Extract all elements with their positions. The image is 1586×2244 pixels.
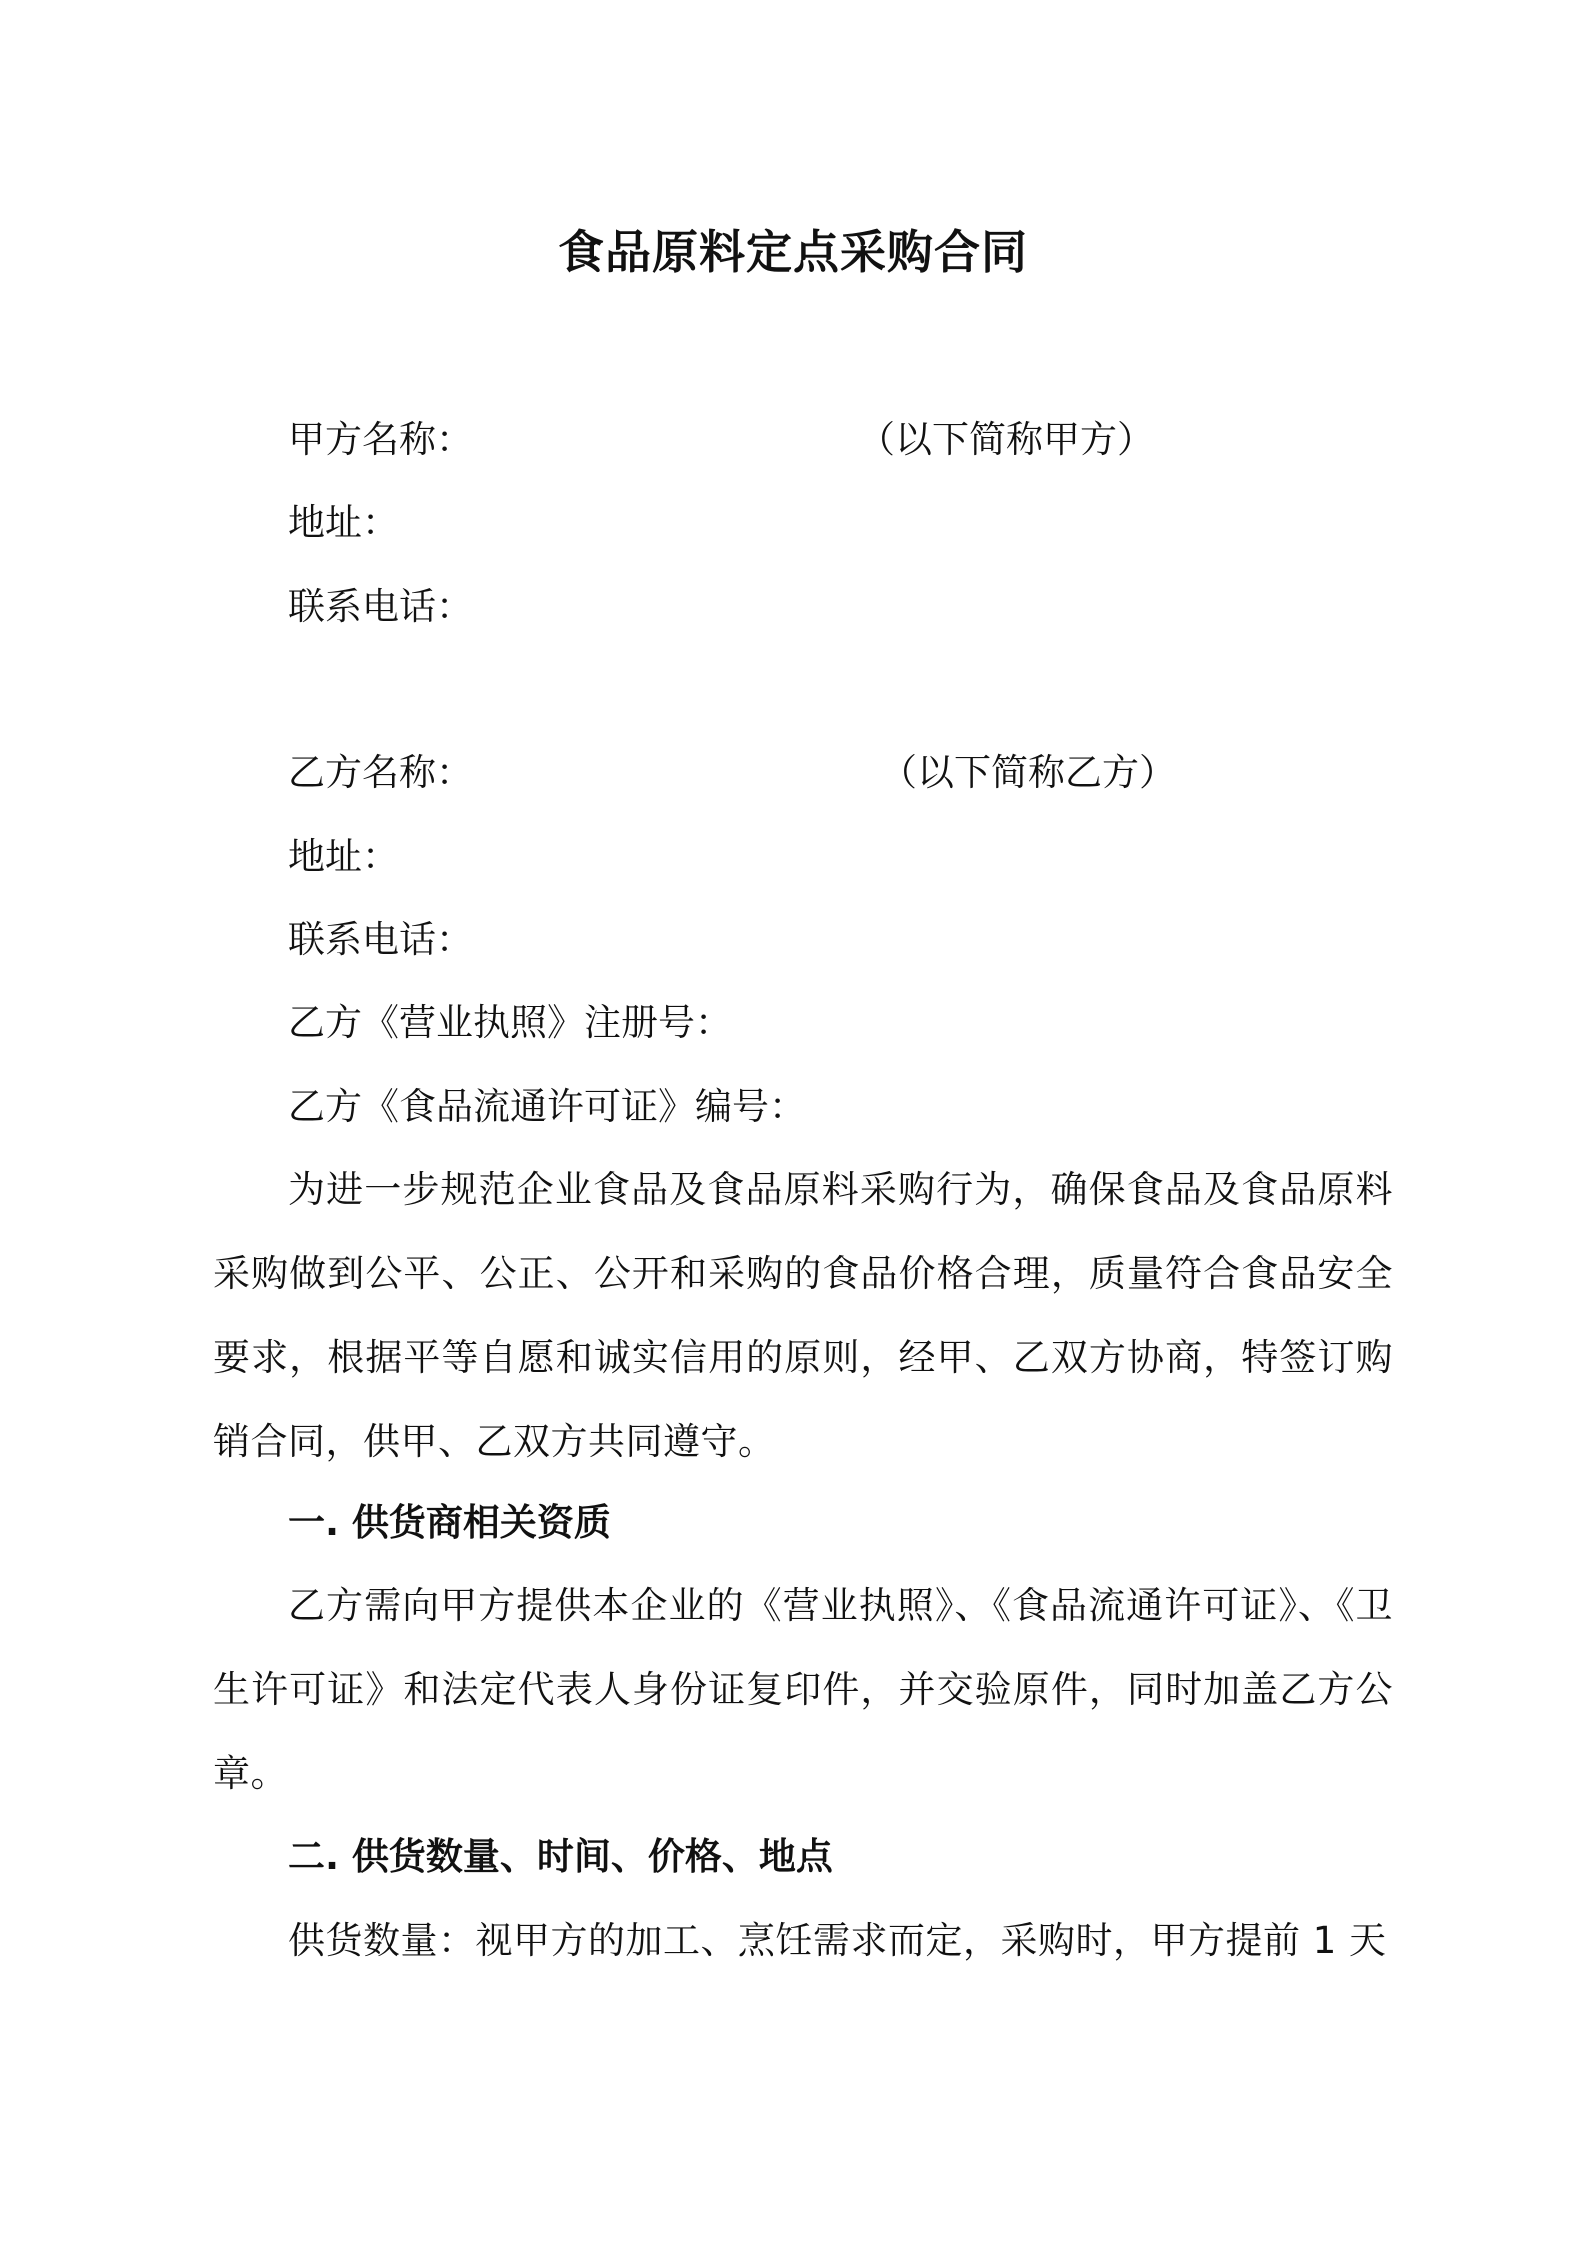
party-b-address-label: 地址： [288, 835, 399, 878]
document-title: 食品原料定点采购合同 [558, 225, 1028, 279]
party-a-name-label: 甲方名称： [288, 418, 473, 461]
party-b-food-permit-label: 乙方《食品流通许可证》编号： [288, 1085, 806, 1128]
section2-heading: 二. 供货数量、时间、价格、地点 [288, 1835, 833, 1878]
section2-body: 供货数量：视甲方的加工、烹饪需求而定，采购时，甲方提前 1 天 [288, 1919, 1387, 1962]
party-a-short-name-note: （以下简称甲方） [858, 418, 1154, 461]
party-b-short-name-note: （以下简称乙方） [880, 751, 1176, 794]
section1-heading: 一. 供货商相关资质 [288, 1501, 611, 1544]
party-b-license-label: 乙方《营业执照》注册号： [288, 1001, 732, 1044]
party-a-phone-label: 联系电话： [288, 585, 473, 628]
party-a-address-label: 地址： [288, 501, 399, 544]
party-b-name-label: 乙方名称： [288, 751, 473, 794]
party-b-phone-label: 联系电话： [288, 918, 473, 961]
section1-body: 乙方需向甲方提供本企业的《营业执照》、《食品流通许可证》、《卫生许可证》和法定代表人身份证复印件，并交验原件，同时加盖乙方公章。 [213, 1584, 1393, 1795]
intro-paragraph: 为进一步规范企业食品及食品原料采购行为，确保食品及食品原料采购做到公平、公正、公开和采购的食品价格合理，质量符合食品安全要求，根据平等自愿和诚实信用的原则，经甲、乙双方协商，特签订购销合同，供甲、乙双方共同遵守。 [213, 1168, 1393, 1463]
